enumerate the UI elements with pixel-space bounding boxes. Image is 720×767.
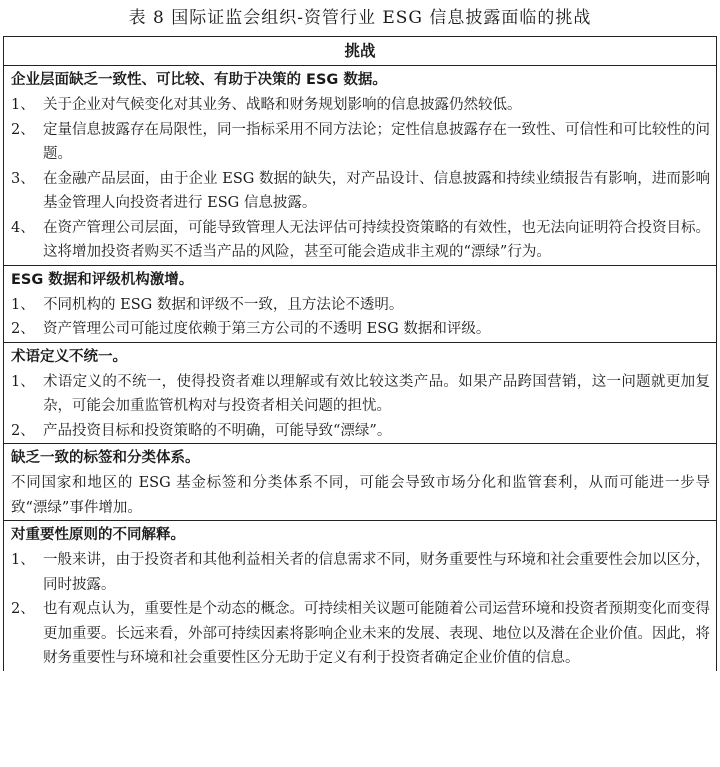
section-paragraph: 不同国家和地区的 ESG 基金标签和分类体系不同，可能会导致市场分化和监管套利，从而可能进一步导致“漂绿”事件增加。 bbox=[11, 475, 710, 516]
section-title: 术语定义不统一。 bbox=[11, 348, 127, 365]
item-text: 一般来讲，由于投资者和其他利益相关者的信息需求不同，财务重要性与环境和社会重要性会加以区分，同时披露。 bbox=[43, 552, 710, 593]
table-header: 挑战 bbox=[4, 37, 716, 66]
item-number: 1、 bbox=[11, 296, 35, 313]
item-text: 产品投资目标和投资策略的不明确，可能导致“漂绿”。 bbox=[43, 422, 392, 439]
list-item bbox=[4, 370, 716, 419]
table-caption: 表 8 国际证监会组织-资管行业 ESG 信息披露面临的挑战 bbox=[128, 8, 592, 28]
item-text: 也有观点认为，重要性是个动态的概念。可持续相关议题可能随着公司运营环境和投资者预期变化而变得更加重要。长远来看，外部可持续因素将影响企业未来的发展、表现、地位以及潜在企业价值。因此，将财务重要性与环境和社会重要性区分无助于定义有利于投资者确定企业价值的信息。 bbox=[43, 601, 710, 666]
section-terminology bbox=[4, 343, 716, 445]
item-text: 在资产管理公司层面，可能导致管理人无法评估可持续投资策略的有效性，也无法向证明符合投资目标。这将增加投资者购买不适当产品的风险，甚至可能会造成非主观的“漂绿”行为。 bbox=[43, 219, 710, 260]
item-number: 2、 bbox=[11, 121, 35, 138]
section-title: 缺乏一致的标签和分类体系。 bbox=[11, 450, 200, 466]
item-text: 定量信息披露存在局限性，同一指标采用不同方法论；定性信息披露存在一致性、可信性和可比较性的问题。 bbox=[43, 121, 710, 162]
item-number: 2、 bbox=[11, 422, 35, 439]
item-text: 资产管理公司可能过度依赖于第三方公司的不透明 ESG 数据和评级。 bbox=[43, 321, 491, 337]
item-number: 4、 bbox=[11, 219, 35, 236]
section-title: ESG 数据和评级机构激增。 bbox=[11, 271, 194, 288]
list-item bbox=[4, 216, 716, 265]
item-number: 2、 bbox=[11, 321, 35, 337]
item-number: 1、 bbox=[11, 97, 35, 113]
item-text: 关于企业对气候变化对其业务、战略和财务规划影响的信息披露仍然较低。 bbox=[43, 97, 522, 113]
item-number: 1、 bbox=[11, 552, 35, 568]
challenges-table bbox=[3, 36, 717, 671]
list-item bbox=[4, 93, 716, 118]
section-rating-agencies bbox=[4, 266, 716, 343]
section-esg-data bbox=[4, 66, 716, 266]
list-item bbox=[4, 317, 716, 342]
section-title: 对重要性原则的不同解释。 bbox=[11, 527, 185, 543]
list-item bbox=[4, 548, 716, 597]
item-text: 术语定义的不统一，使得投资者难以理解或有效比较这类产品。如果产品跨国营销，这一问题就更加复杂，可能会加重监管机构对与投资者相关问题的担忧。 bbox=[43, 373, 710, 414]
list-item bbox=[4, 293, 716, 318]
item-text: 不同机构的 ESG 数据和评级不一致，且方法论不透明。 bbox=[43, 296, 404, 313]
item-number: 2、 bbox=[11, 601, 35, 617]
section-labels bbox=[4, 444, 716, 521]
item-number: 3、 bbox=[11, 170, 35, 187]
list-item bbox=[4, 167, 716, 216]
item-number: 1、 bbox=[11, 373, 35, 390]
list-item bbox=[4, 597, 716, 671]
list-item bbox=[4, 118, 716, 167]
item-text: 在金融产品层面，由于企业 ESG 数据的缺失，对产品设计、信息披露和持续业绩报告有影响，进而影响基金管理人向投资者进行 ESG 信息披露。 bbox=[43, 170, 710, 211]
list-item bbox=[4, 419, 716, 444]
section-materiality bbox=[4, 521, 716, 671]
section-title: 企业层面缺乏一致性、可比较、有助于决策的 ESG 数据。 bbox=[11, 72, 387, 88]
